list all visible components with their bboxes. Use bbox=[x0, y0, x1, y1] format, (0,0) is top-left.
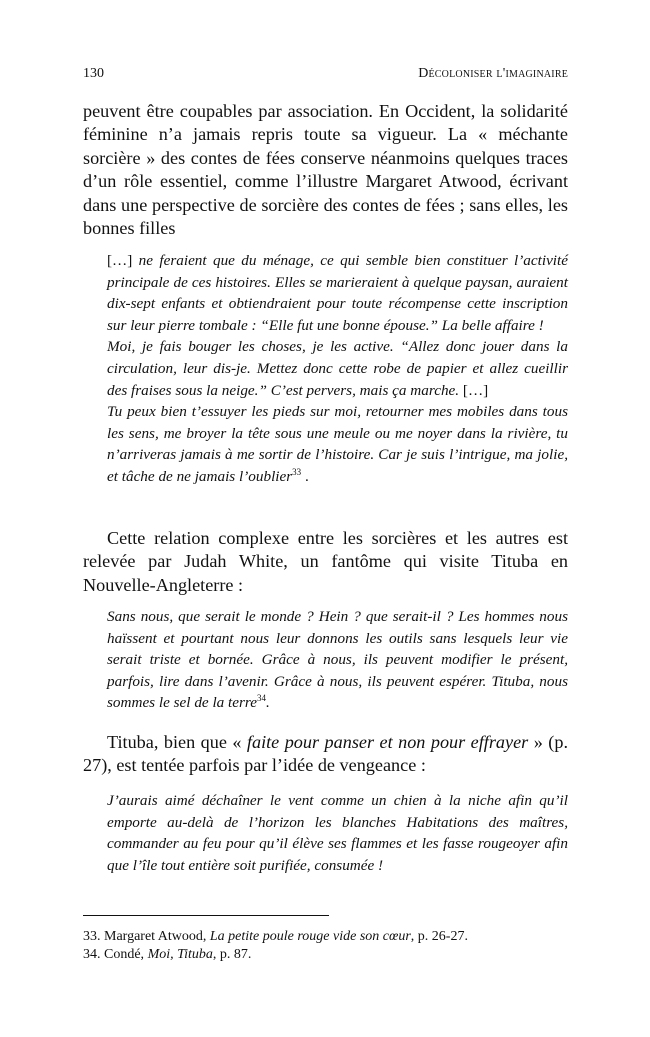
paragraph-1: peuvent être coupables par association. En Occident, la solidarité féminine n’a jamais repris toute sa vigueur. La « méchante sorcière » des contes de fées conserve néanmoins quelques traces d’un rôle essentiel, comme l’illustre Margaret Atwood, écrivant dans une perspective de sorcière des contes de fées ; sans elles, les bonnes filles bbox=[83, 101, 568, 239]
paragraph-3: Tituba, bien que « faite pour panser et non pour effrayer » (p. 27), est tentée parfois par l’idée de vengeance : bbox=[83, 732, 568, 776]
footnote-separator bbox=[83, 915, 329, 916]
footnote-34: 34. Condé, Moi, Tituba, p. 87. bbox=[83, 947, 252, 962]
block-quote-tituba: J’aurais aimé déchaîner le vent comme un chien à la niche afin qu’il emporte au-delà de l’horizon les blanches Habitations des maîtres, commander au feu pour qu’il élève ses flammes et les fasse rougeoyer afin que l’île tout entière soit purifiée, consumée ! bbox=[107, 792, 568, 874]
footnote-ref-33[interactable]: 33 bbox=[292, 466, 302, 477]
quote-line-1: […] ne feraient que du ménage, ce qui semble bien constituer l’activité principale de ces histoires. Elles se marieraient à quelque paysan, auraient dix-sept enfants et obtiendraient pour toute récompense cette inscription sur leur pierre tombale : “Elle fut une bonne épouse.” La belle affaire ! bbox=[107, 252, 568, 334]
running-title: Décoloniser l'imaginaire bbox=[418, 66, 568, 81]
footnote-ref-34[interactable]: 34 bbox=[257, 693, 267, 704]
paragraph-2: Cette relation complexe entre les sorcières et les autres est relevée par Judah White, un fantôme qui visite Tituba en Nouvelle-Angleterre : bbox=[83, 528, 568, 595]
block-quote-judah-white: Sans nous, que serait le monde ? Hein ? que serait-il ? Les hommes nous haïssent et pourtant nous leur donnons les outils sans lesquels leur vie serait triste et bornée. Grâce à nous, ils peuvent modifier le présent, parfois, lire dans l’avenir. Grâce à nous, ils peuvent espérer. Tituba, nous sommes le sel de la terre$^{34}$. bbox=[107, 608, 568, 712]
quote-line-3: Tu peux bien t’essuyer les pieds sur moi, retourner mes mobiles dans tous les sens, me broyer la tête sous une meule ou me noyer dans la rivière, tu n’arriveras jamais à me sortir de l’histoire. Car je suis l’intrigue, ma jolie, et tâche de ne jamais l’oublier$^{33}$ . bbox=[107, 403, 568, 485]
running-header bbox=[83, 66, 568, 84]
ellipsis-bracket: […] bbox=[462, 381, 489, 399]
block-quote-atwood bbox=[107, 250, 568, 488]
footnotes bbox=[83, 928, 568, 964]
inline-quote: faite pour panser et non pour effrayer bbox=[246, 732, 529, 752]
page-number: 130 bbox=[83, 66, 104, 81]
ellipsis-bracket: […] bbox=[107, 252, 133, 269]
quote-line-2: Moi, je fais bouger les choses, je les active. “Allez donc jouer dans la circulation, leur dis-je. Mettez donc cette robe de papier et allez cueillir des fraises sous la neige.” C’est pervers, mais ça marche. […] bbox=[107, 338, 568, 399]
footnote-33: 33. Margaret Atwood, La petite poule rouge vide son cœur, p. 26-27. bbox=[83, 929, 468, 944]
